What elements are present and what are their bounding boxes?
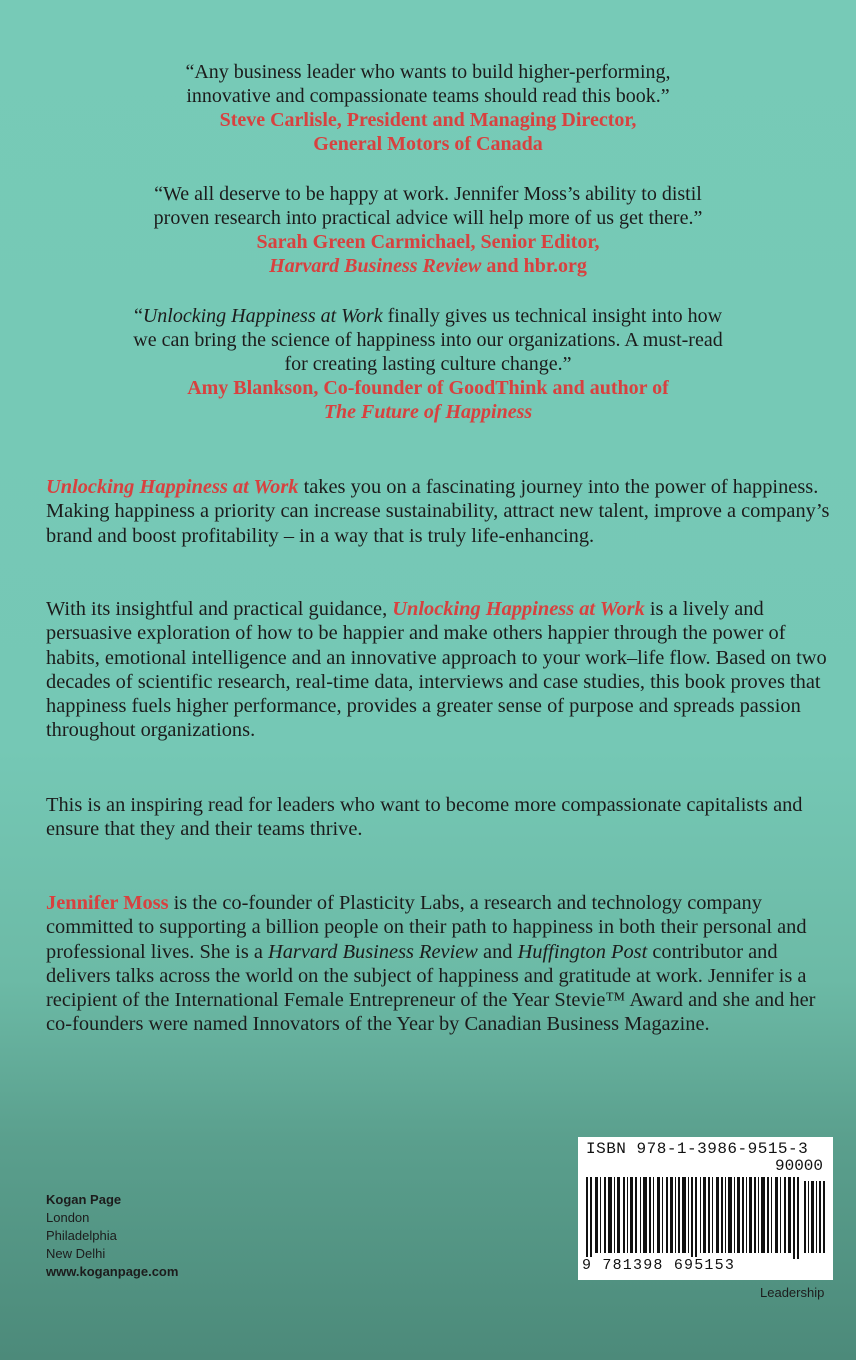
book-title-reference: Unlocking Happiness at Work	[46, 476, 299, 498]
publisher-name: Kogan Page	[46, 1192, 122, 1207]
bio-text: and	[477, 940, 518, 963]
paragraph-text: This is an inspiring read for leaders who want to become more compassionate capitalists and ensure that they and their teams thrive.	[46, 794, 803, 841]
paragraph-text: is a lively and persuasive exploration of how to be happier and make others happier through the power of habits, emotional intelligence and an innovative approach to your work–life flow. Based on two decades of scientific research, real-time data, interviews and case studies, this book proves that happiness fuels higher performance, provides a greater sense of purpose and spreads passion throughout organizations.	[46, 598, 827, 742]
quote-line: we can bring the science of happiness into our organizations. A must-read	[133, 329, 723, 351]
quote-attribution	[40, 230, 816, 278]
quote-line: finally gives us technical insight into how	[382, 305, 723, 327]
endorsement-quote-2	[40, 182, 816, 278]
attribution-line: Sarah Green Carmichael, Senior Editor,	[256, 231, 600, 253]
isbn-label: ISBN 978-1-3986-9515-3	[586, 1140, 809, 1158]
publication-name: Harvard Business Review	[268, 940, 478, 963]
book-title-reference: Unlocking Happiness at Work	[392, 598, 645, 620]
endorsement-quote-1	[40, 60, 816, 156]
attribution-line: Steve Carlisle, President and Managing Director,	[219, 109, 637, 131]
quote-open-mark: “	[133, 305, 143, 327]
subject-category: Leadership	[760, 1285, 825, 1300]
publication-name: Huffington Post	[517, 940, 648, 963]
attribution-tail: and hbr.org	[481, 255, 587, 277]
publisher-city: Philadelphia	[46, 1228, 117, 1243]
attribution-line: Amy Blankson, Co-founder of GoodThink and author of	[187, 377, 669, 399]
publisher-city: New Delhi	[46, 1246, 106, 1261]
quote-attribution	[40, 376, 816, 424]
attribution-book-title: The Future of Happiness	[323, 401, 533, 423]
price-addon: 90000	[774, 1157, 823, 1175]
quote-line: “Any business leader who wants to build higher-performing,	[185, 61, 671, 83]
author-bio	[46, 891, 836, 1037]
isbn-barcode	[578, 1137, 833, 1280]
blurb-paragraph-2	[46, 597, 836, 743]
quote-line: for creating lasting culture change.”	[284, 353, 572, 375]
author-name: Jennifer Moss	[46, 892, 169, 914]
quote-attribution	[40, 108, 816, 156]
quote-line: proven research into practical advice will help more of us get there.”	[153, 207, 703, 229]
attribution-line: General Motors of Canada	[313, 133, 543, 155]
quote-line: “We all deserve to be happy at work. Jennifer Moss’s ability to distil	[154, 183, 702, 205]
quote-book-title: Unlocking Happiness at Work	[142, 305, 383, 327]
barcode-digits: 9 781398 695153	[582, 1257, 736, 1274]
bio-text: contributor and delivers talks across the world on the subject of happiness and gratitude at work. Jennifer is a recipient of the International Female Entrepreneur of the Year Stevie™ Award and she and her co-founders were named Innovators of the Year by Canadian Business Magazine.	[46, 940, 816, 1036]
paragraph-text: With its insightful and practical guidance,	[46, 598, 393, 620]
paragraph-text: takes you on a fascinating journey into the power of happiness. Making happiness a priority can increase sustainability, attract new talent, improve a company’s brand and boost profitability – in a way that is truly life-enhancing.	[46, 476, 830, 547]
endorsement-quote-3	[40, 304, 816, 424]
blurb-paragraph-3	[46, 793, 836, 842]
publisher-imprint	[46, 1191, 178, 1281]
attribution-publication: Harvard Business Review	[269, 255, 482, 277]
publisher-website: www.koganpage.com	[46, 1264, 179, 1279]
bio-text: is the co-founder of Plasticity Labs, a research and technology company committed to supporting a billion people on their path to happiness in both their personal and professional lives. She is a	[46, 892, 807, 963]
quote-line: innovative and compassionate teams should read this book.”	[186, 85, 670, 107]
blurb-paragraph-1	[46, 475, 836, 548]
barcode-bars	[586, 1177, 826, 1259]
publisher-city: London	[46, 1210, 90, 1225]
